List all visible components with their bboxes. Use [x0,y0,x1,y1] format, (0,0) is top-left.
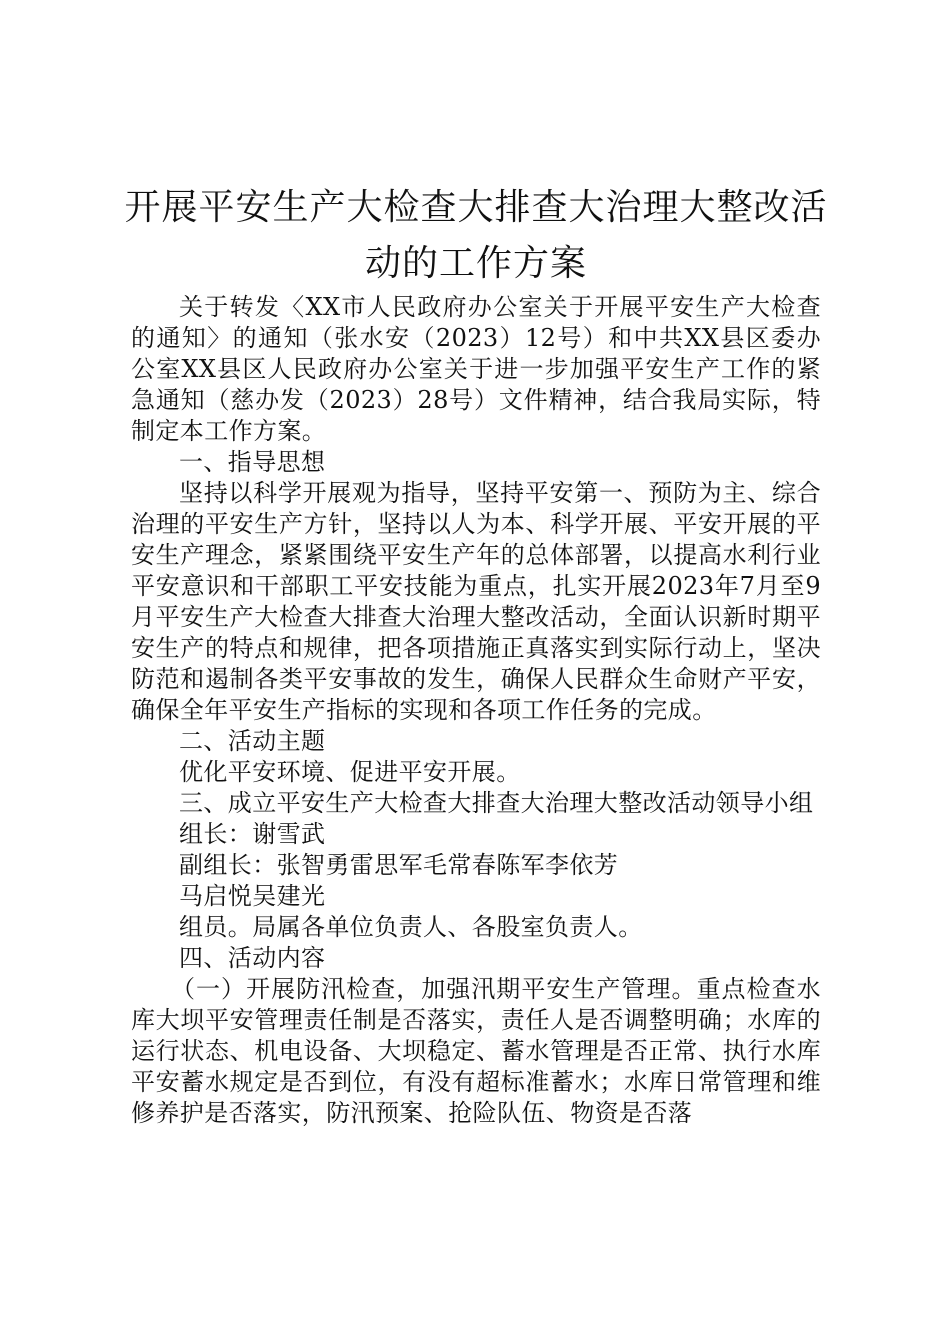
leader-line: 组长：谢雪武 [179,820,326,848]
deputy-leaders-continued-line: 马启悦吴建光 [179,882,326,910]
members-line: 组员。局属各单位负责人、各股室负责人。 [179,913,643,941]
section-heading-theme: 二、活动主题 [179,727,326,755]
document-body [131,292,821,1129]
intro-paragraph: 关于转发〈XX市人民政府办公室关于开展平安生产大检查的通知〉的通知（张水安（2023）12号）和中共XX县区委办公室XX县区人民政府办公室关于进一步加强平安生产工作的紧急通知（慈办发（2023）28号）文件精神，结合我局实际，特制定本工作方案。 [131,293,821,445]
deputy-leaders-line: 副组长：张智勇雷思军毛常春陈军李依芳 [179,851,619,879]
guiding-thought-paragraph: 坚持以科学开展观为指导，坚持平安第一、预防为主、综合治理的平安生产方针，坚持以人为本、科学开展、平安开展的平安生产理念，紧紧围绕平安生产年的总体部署，以提高水利行业平安意识和干部职工平安技能为重点，扎实开展2023年7月至9月平安生产大检查大排查大治理大整改活动，全面认识新时期平安生产的特点和规律，把各项措施正真落实到实际行动上，坚决防范和遏制各类平安事故的发生，确保人民群众生命财产平安，确保全年平安生产指标的实现和各项工作任务的完成。 [131,479,821,724]
document-title: 开展平安生产大检查大排查大治理大整改活动的工作方案 [124,187,828,284]
section-heading-guiding-thought: 一、指导思想 [179,448,326,476]
activity-content-paragraph-1: （一）开展防汛检查，加强汛期平安生产管理。重点检查水库大坝平安管理责任制是否落实，责任人是否调整明确；水库的运行状态、机电设备、大坝稳定、蓄水管理是否正常、执行水库平安蓄水规定是否到位，有没有超标准蓄水；水库日常管理和维修养护是否落实，防汛预案、抢险队伍、物资是否落 [131,975,821,1127]
section-heading-leadership-group: 三、成立平安生产大检查大排查大治理大整改活动领导小组 [179,789,814,817]
theme-paragraph: 优化平安环境、促进平安开展。 [179,758,521,786]
section-heading-activity-content: 四、活动内容 [179,944,326,972]
